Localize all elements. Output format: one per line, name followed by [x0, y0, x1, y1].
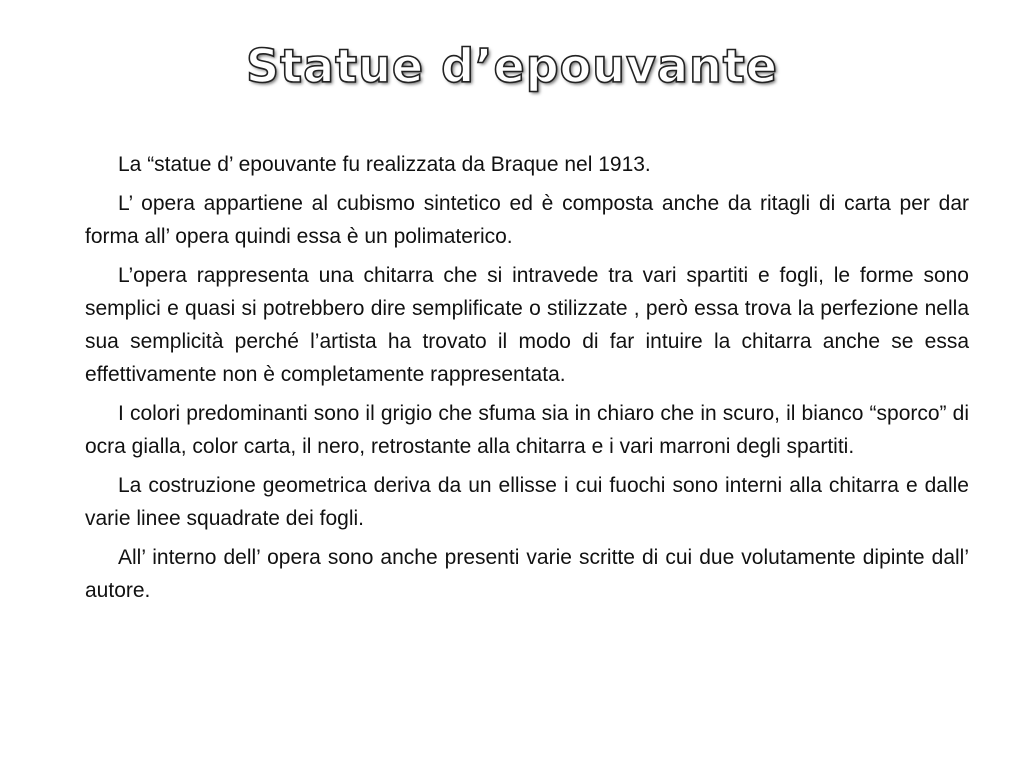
paragraph-subject: L’opera rappresenta una chitarra che si intravede tra vari spartiti e fogli, le forme sono semplici e quasi si potrebbero dire semplificate o stilizzate , però essa trova la perfezione nella sua semplicità perché l’artista ha trovato il modo di far intuire la chitarra anche se essa effettivamente non è completamente rappresentata. — [85, 264, 969, 386]
slide-title: Statue d’epouvante — [246, 39, 778, 93]
paragraph-geometry: La costruzione geometrica deriva da un ellisse i cui fuochi sono interni alla chitarra e dalle varie linee squadrate dei fogli. — [85, 474, 969, 530]
paragraph-technique: L’ opera appartiene al cubismo sintetico ed è composta anche da ritagli di carta per dar forma all’ opera quindi essa è un polimaterico. — [85, 192, 969, 248]
paragraph-colors: I colori predominanti sono il grigio che sfuma sia in chiaro che in scuro, il bianco “sporco” di ocra gialla, color carta, il nero, retrostante alla chitarra e i vari marroni degli spartiti. — [85, 402, 969, 458]
slide-body — [85, 148, 969, 613]
paragraph-writings: All’ interno dell’ opera sono anche presenti varie scritte di cui due volutamente dipinte dall’ autore. — [85, 546, 969, 602]
paragraph-date: La “statue d’ epouvante fu realizzata da Braque nel 1913. — [118, 153, 651, 176]
